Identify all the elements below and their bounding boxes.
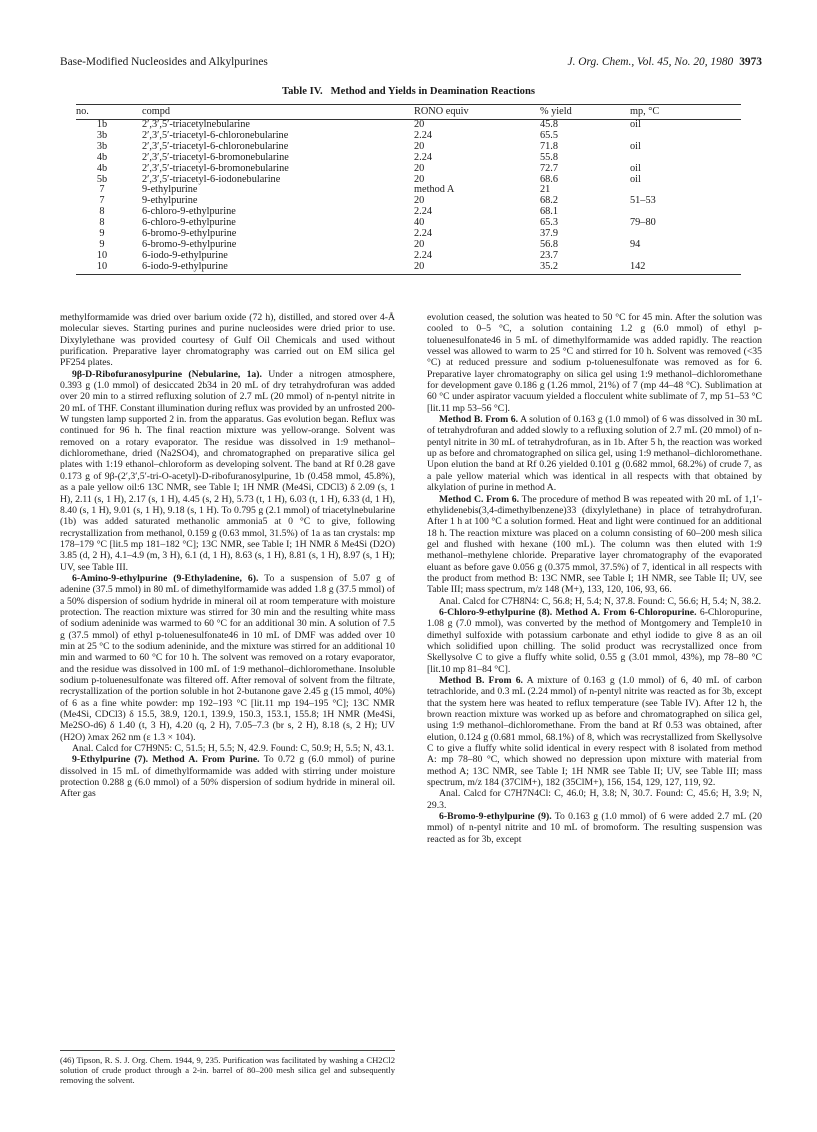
paragraph-heading: Method C. From 6. (439, 493, 520, 505)
paragraph-heading: 6-Chloro-9-ethylpurine (8). Method A. From 6-Chloropurine. (439, 606, 697, 618)
paragraph-text: To a suspension of 5.07 g of adenine (37.5 mmol) in 80 mL of dimethylformamide was added 1.8 g (37.5 mmol) of a 50% dispersion of sodium hydride in mineral oil at room temperature with moisture protection. The reaction mixture was stirred for 30 min and the resulting white mass of sodium adeninide was warmed to 60 °C for an additional 30 min. A solution of 7.5 g (37.5 mmol) of ethyl p-toluenesulfonate46 in 10 mL of DMF was added over 10 min at 25 °C to the sodium adeninide, and the mixture was stirred for an additional 10 min and warmed to 60 °C for 10 h. The solvent was removed on a rotary evaporator, and the residue was dissolved in 100 mL of 1:9 methanol–dichloromethane. Insoluble sodium p-toluenesulfonate was filtered off. After removal of solvent from the filtrate, recrystallization of the portion soluble in hot 2-butanone gave 2.45 g (15 mmol, 40%) of 6 as a fine white powder: mp 192–193 °C [lit.11 mp 194–195 °C]; 13C NMR (Me4Si, CDCl3) δ 15.5, 38.9, 120.1, 139.9, 150.3, 153.1, 155.8; 1H NMR (Me4Si, Me2SO-d6) δ 1.40 (t, 3 H), 4.20 (q, 2 H), 7.05–7.3 (br s, 2 H), 8.18 (s, 2 H); UV (H2O) λmax 262 nm (ε 1.3 × 104). (60, 572, 396, 743)
cell-no: 8 (99, 217, 105, 229)
table-number: Table IV. (282, 86, 323, 97)
cell-rono-equiv: 20 (414, 162, 425, 174)
cell-rono-equiv: 40 (414, 217, 425, 229)
cell-compd: 6-iodo-9-ethylpurine (128, 262, 400, 274)
cell-yield: 72.7 (540, 162, 559, 174)
cell-rono-equiv: 20 (414, 173, 425, 185)
footnote-rule (60, 1050, 395, 1051)
header-yield: % yield (528, 105, 626, 120)
cell-rono-equiv: 2.24 (414, 228, 433, 240)
body-paragraph (60, 754, 395, 799)
cell-yield: 65.5 (540, 129, 559, 141)
paragraph-heading: 9β-D-Ribofuranosylpurine (Nebularine, 1a). (72, 368, 262, 380)
cell-yield: 55.8 (540, 151, 559, 163)
cell-compd: 6-chloro-9-ethylpurine (142, 206, 236, 218)
cell-no: 9 (99, 228, 105, 240)
cell-mp: 51–53 (630, 195, 656, 207)
cell-no: 4b (96, 151, 108, 163)
cell-mp: oil (630, 140, 641, 152)
running-title: Base-Modified Nucleosides and Alkylpurines (60, 56, 268, 68)
cell-no: 3b (96, 140, 108, 152)
paragraph-text: To 0.72 g (6.0 mmol) of purine dissolved in 15 mL of dimethylformamide was added with stirring under moisture protection 0.288 g (6.0 mmol) of a 50% dispersion of sodium hydride in mineral oil. After gas (60, 754, 396, 800)
cell-yield: 23.7 (540, 249, 559, 261)
yields-table (76, 104, 741, 275)
cell-compd: 2′,3′,5′-triacetylnebularine (142, 119, 250, 130)
cell-mp: 94 (630, 238, 641, 250)
cell-yield: 68.6 (540, 173, 559, 185)
cell-yield: 56.8 (540, 238, 559, 250)
body-paragraph (60, 312, 395, 369)
paragraph-heading: Method B. From 6. (439, 675, 523, 686)
cell-no: 3b (96, 129, 108, 141)
header-rono-equiv: RONO equiv (400, 105, 528, 120)
cell-compd: 6-bromo-9-ethylpurine (142, 228, 237, 240)
cell-yield: 68.1 (540, 206, 559, 218)
cell-rono-equiv: method A (414, 184, 455, 196)
header-mp: mp, °C (626, 105, 741, 120)
cell-rono-equiv: 20 (414, 238, 425, 250)
cell-mp (626, 131, 741, 142)
cell-compd: 6-iodo-9-ethylpurine (142, 249, 228, 261)
cell-rono-equiv: 2.24 (414, 151, 433, 163)
table-row (76, 164, 741, 175)
cell-rono-equiv: 20 (414, 195, 425, 207)
cell-compd: 2′,3′,5′-triacetyl-6-iodonebularine (142, 173, 281, 185)
body-paragraph (427, 788, 762, 811)
cell-yield: 35.2 (528, 262, 626, 274)
left-text-column (60, 312, 395, 800)
cell-no: 1b (96, 119, 108, 130)
cell-no: 5b (96, 173, 108, 185)
cell-yield: 21 (540, 184, 551, 196)
table-row (76, 153, 741, 164)
cell-no: 7 (99, 184, 105, 196)
cell-mp (626, 229, 741, 240)
right-text-column (427, 312, 762, 845)
table-header-row (76, 105, 741, 120)
paragraph-heading: 6-Bromo-9-ethylpurine (9). (439, 811, 552, 823)
cell-compd: 2′,3′,5′-triacetyl-6-chloronebularine (142, 140, 289, 152)
cell-rono-equiv: 20 (414, 119, 425, 130)
paragraph-text: Anal. Calcd for C7H9N5: C, 51.5; H, 5.5; N, 42.9. Found: C, 50.9; H, 5.5; N, 43.1. (72, 743, 395, 755)
cell-compd: 6-chloro-9-ethylpurine (142, 217, 236, 229)
paragraph-text: A mixture of 0.163 g (1.0 mmol) of 6, 40 mL of carbon tetrachloride, and 0.3 mL (2.24 mmol) of n-pentyl nitrite was reacted as for 3b, except that the system here was heated to reflux temperature (see Table IV). After 12 h, the brown reaction mixture was worked up as before and chromatographed on silica gel, using 1:9 methanol–dichloromethane. From the band at Rf 0.53 was obtained, after elution, 0.124 g (0.681 mmol, 68.1%) of 8, which was recrystallized from Skellysolve C to give a fluffy white solid identical in every respect with 8 isolated from method A: mp 78–80 °C, which showed no depression upon mixture with material from method A; 13C NMR, see Table I; 1H NMR see Table II; UV, see Table III; mass spectrum, m/z 184 (37ClM+), 182 (35ClM+), 156, 154, 129, 127, 119, 92. (427, 675, 763, 789)
cell-no: 4b (96, 162, 108, 174)
cell-compd: 6-bromo-9-ethylpurine (142, 238, 237, 250)
body-paragraph (60, 743, 395, 754)
cell-mp: oil (630, 119, 641, 130)
paragraph-text: evolution ceased, the solution was heated to 50 °C for 45 min. After the solution was cooled to 0–5 °C, a solution containing 1.2 g (6.0 mmol) of ethyl p-toluenesulfonate46 in 5 mL of dimethylformamide was added rapidly. The reaction vessel was allowed to warm to 25 °C and stirred for 10 h. Solvent was removed (<35 °C) at reduced pressure and sodium p-toluenesulfonate was removed as for 6. Preparative layer chromatography on silica gel using 1:9 methanol–dichloromethane for development gave 0.186 g (1.26 mmol, 21%) of 7 (mp 44–48 °C). Sublimation at 60 °C under aspirator vacuum yielded a flocculent white sublimate of 7, mp 51–53 °C [lit.11 mp 53–56 °C]. (427, 312, 762, 414)
cell-compd: 2′,3′,5′-triacetyl-6-chloronebularine (142, 129, 289, 141)
cell-mp: oil (630, 162, 641, 174)
table-title: Method and Yields in Deamination Reactions (330, 86, 535, 97)
cell-yield: 68.2 (540, 195, 559, 207)
cell-rono-equiv: 2.24 (414, 249, 433, 261)
paragraph-heading: 9-Ethylpurine (7). Method A. From Purine. (72, 754, 260, 766)
body-paragraph (60, 573, 395, 743)
cell-no: 7 (99, 195, 105, 207)
cell-mp (626, 153, 741, 164)
cell-compd: 9-ethylpurine (142, 195, 198, 207)
cell-yield: 65.3 (540, 217, 559, 229)
body-paragraph (427, 607, 762, 675)
table-caption (0, 86, 817, 97)
paragraph-text: Under a nitrogen atmosphere, 0.393 g (1.0 mmol) of desiccated 2b34 in 20 mL of dry tetrahydrofuran was added over 20 min to a stirred refluxing solution of 2.7 mL (20 mmol) of n-pentyl nitrite in 20 mL of THF. Constant illumination during reflux was provided by an unfrosted 200-W tungsten lamp supported 2 in. from the apparatus. Gas evolution began. Reflux was continued for 96 h. The final reaction mixture was yellow-orange. Solvent was removed on a rotary evaporator. The residue was dissolved in 1:9 methanol–dichloromethane, dried (Na2SO4), and chromatographed on preparative silica gel plates with 1:19 ethanol–chloroform as developing solvent. The band at Rf 0.28 gave 0.173 g of 9β-(2′,3′,5′-tri-O-acetyl)-D-ribofuranosylpurine, 1b (0.458 mmol, 45.8%), as a pale yellow oil:6 13C NMR, see Table I; 1H NMR (Me4Si, CDCl3) δ 2.09 (s, 1 H), 2.11 (s, 1 H), 2.17 (s, 1 H), 4.45 (s, 2 H), 5.73 (t, 1 H), 6.03 (t, 1 H), 6.33 (d, 1 H), 8.40 (s, 1 H), 9.01 (s, 1 H), 9.18 (s, 1 H). To 0.795 g (2.1 mmol) of triacetylnebularine (1b) was added saturated methanolic ammonia5 at 0 °C to give, following recrystallization from methanol, 0.159 g (0.63 mmol, 31.5%) of 1a as tan crystals: mp 178–179 °C [lit.5 mp 181–182 °C]; 13C NMR, see Table I; 1H NMR δ Me4Si (D2O) 3.85 (d, 2 H), 4.1–4.9 (m, 3 H), 6.1 (d, 1 H), 8.63 (s, 1 H), 8.81 (s, 1 H), 8.97 (s, 1 H); UV, see Table III. (60, 368, 396, 573)
page-number: 3973 (739, 56, 762, 68)
body-paragraph (427, 675, 762, 788)
body-paragraph (427, 414, 762, 493)
paragraph-text: methylformamide was dried over barium oxide (72 h), distilled, and stored over 4-Å molecular sieves. Starting purines and purine nucleosides were dried prior to use. Dixylylethane was provided courtesy of Gulf Oil Chemicals and used without purification. Preparative layer chromatography was carried out on EM silica gel PF254 plates. (60, 312, 395, 369)
header-no: no. (76, 105, 128, 120)
cell-yield: 71.8 (540, 140, 559, 152)
header-compd: compd (128, 105, 400, 120)
cell-compd: 2′,3′,5′-triacetyl-6-bromonebularine (142, 151, 289, 163)
cell-rono-equiv: 20 (414, 140, 425, 152)
paragraph-text: The procedure of method B was repeated with 20 mL of 1,1′-ethylidenebis(3,4-dimethylbenzene)33 (dixylylethane) in place of tetrahydrofuran. After 1 h at 100 °C a solution formed. Heat and light were continued for an additional 18 h. The reaction mixture was placed on a column consisting of 60–200 mesh silica gel and flushed with hexane (100 mL). The column was then eluted with 1:9 methanol–methylene chloride. Preparative layer chromatography of the evaporated eluant as before gave 0.056 g (0.375 mmol, 37.5%) of 7, identical in all respects with the product from method B: 13C NMR, see Table I; 1H NMR, see Table II; UV, see Table III; mass spectrum, m/z 148 (M+), 133, 120, 106, 93, 66. (427, 493, 763, 596)
cell-no: 8 (99, 206, 105, 218)
paragraph-text: 6-Chloropurine, 1.08 g (7.0 mmol), was converted by the method of Montgomery and Temple10 in dimethyl sulfoxide with potassium carbonate and ethyl iodide to give 8 as an oil which solidified upon chilling. The solid product was recrystallized once from Skellysolve C to give a fluffy white solid, 0.55 g (3.01 mmol, 43%), mp 78–80 °C [lit.10 mp 81–84 °C]. (427, 606, 762, 675)
cell-yield: 37.9 (540, 228, 559, 240)
body-paragraph (427, 494, 762, 596)
cell-compd: 2′,3′,5′-triacetyl-6-bromonebularine (142, 162, 289, 174)
paragraph-text: Anal. Calcd for C7H7N4Cl: C, 46.0; H, 3.8; N, 30.7. Found: C, 45.6; H, 3.9; N, 29.3. (427, 788, 762, 811)
cell-compd: 9-ethylpurine (142, 184, 198, 196)
cell-yield: 45.8 (540, 119, 559, 130)
body-paragraph (427, 811, 762, 845)
paragraph-text: Anal. Calcd for C7H8N4: C, 56.8; H, 5.4; N, 37.8. Found: C, 56.6; H, 5.4; N, 38.2. (439, 595, 762, 607)
body-paragraph (60, 369, 395, 573)
cell-mp: oil (630, 173, 641, 185)
cell-mp: 79–80 (630, 217, 656, 229)
body-paragraph (427, 596, 762, 607)
body-paragraph (427, 312, 762, 414)
paragraph-text: To 0.163 g (1.0 mmol) of 6 were added 2.7 mL (20 mmol) of n-pentyl nitrite and 10 mL of bromoform. The resulting suspension was reacted as for 3b, except (427, 811, 762, 845)
journal-citation: J. Org. Chem., Vol. 45, No. 20, 1980 3973 (567, 56, 762, 68)
cell-no: 10 (76, 262, 128, 274)
cell-no: 9 (99, 238, 105, 250)
cell-rono-equiv: 20 (400, 262, 528, 274)
paragraph-heading: Method B. From 6. (439, 414, 519, 426)
cell-rono-equiv: 2.24 (414, 129, 433, 141)
cell-mp: 142 (626, 262, 741, 274)
paragraph-text: A solution of 0.163 g (1.0 mmol) of 6 was dissolved in 30 mL of tetrahydrofuran and added slowly to a refluxing solution of 2.7 mL (20 mmol) of n-pentyl nitrite in 30 mL of tetrahydrofuran, as in 1b. After 5 h, the reaction was worked up as before and chromatographed on silica gel, using 1:9 methanol–dichloromethane. Upon elution the band at Rf 0.26 yielded 0.101 g (0.682 mmol, 68.2%) of crude 7, as a pale yellow material which was identical in all respects with that obtained by alkylation of purine in method A. (427, 414, 762, 494)
footnote-46: (46) Tipson, R. S. J. Org. Chem. 1944, 9, 235. Purification was facilitated by washing a CH2Cl2 solution of crude product through a 2-in. barrel of 80–200 mesh silica gel and subsequently removing the solvent. (60, 1055, 395, 1086)
cell-rono-equiv: 2.24 (414, 206, 433, 218)
paragraph-heading: 6-Amino-9-ethylpurine (9-Ethyladenine, 6). (72, 572, 259, 584)
table-row (76, 262, 741, 274)
cell-no: 10 (96, 249, 108, 261)
running-header (60, 56, 762, 72)
